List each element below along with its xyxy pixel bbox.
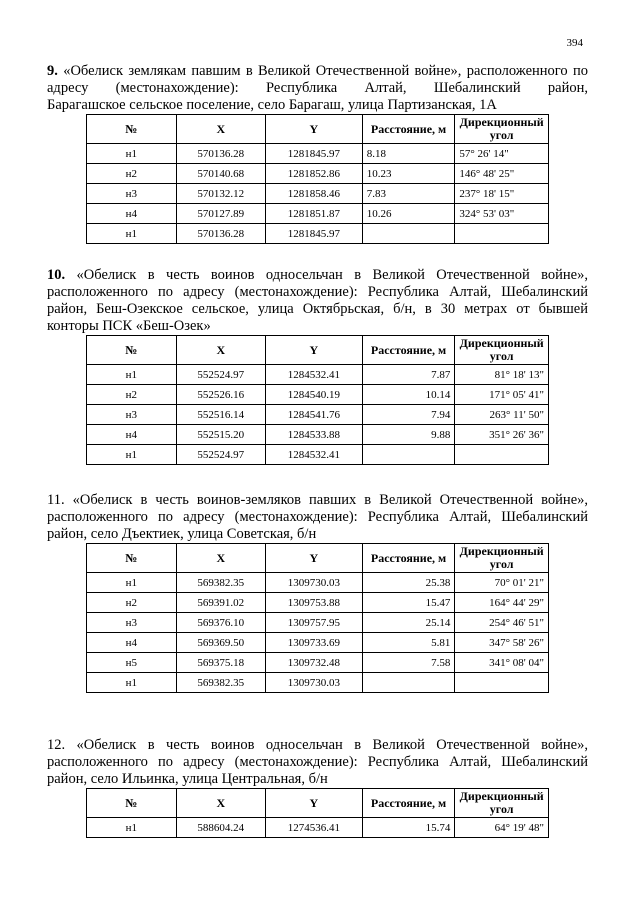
angle-value: 146° 48' 25": [455, 164, 549, 184]
angle-value: 70° 01' 21": [455, 573, 549, 593]
y-value: 1281845.97: [266, 144, 363, 164]
distance-value: 8.18: [362, 144, 455, 164]
x-value: 570140.68: [176, 164, 266, 184]
point-label: н3: [87, 184, 177, 204]
header-x: X: [176, 789, 266, 818]
header-y: Y: [266, 789, 363, 818]
section-number: 9.: [47, 63, 58, 79]
table-row: [87, 365, 549, 385]
heading-line: расположенного по адресу (местонахождение): Республика Алтай, Шебалинский: [47, 754, 588, 770]
x-value: 569382.35: [176, 573, 266, 593]
distance-value: 5.81: [362, 633, 455, 653]
table-row: [87, 445, 549, 465]
y-value: 1281845.97: [266, 224, 363, 244]
x-value: 570136.28: [176, 144, 266, 164]
y-value: 1281852.86: [266, 164, 363, 184]
angle-value: 254° 46' 51": [455, 613, 549, 633]
point-label: н1: [87, 673, 177, 693]
heading-line: район, село Ильинка, улица Центральная, б/н: [47, 771, 328, 787]
heading-line: район, село Дъектиек, улица Советская, б/н: [47, 526, 317, 542]
coordinates-table: [86, 788, 549, 838]
heading-line: 12. «Обелиск в честь воинов односельчан в Великой Отечественной войне»,: [47, 737, 588, 753]
point-label: н1: [87, 573, 177, 593]
coordinates-table: [86, 543, 549, 693]
distance-value: 15.74: [362, 818, 455, 838]
y-value: 1281858.46: [266, 184, 363, 204]
header-no: №: [87, 336, 177, 365]
y-value: 1284533.88: [266, 425, 363, 445]
header-row: [87, 336, 549, 365]
angle-value: [455, 445, 549, 465]
distance-value: 25.38: [362, 573, 455, 593]
header-x: X: [176, 544, 266, 573]
heading-line: по адресу (местонахождение): Республика Алтай, Шебалинский район,: [47, 63, 588, 96]
header-angle: Дирекционный угол: [455, 789, 549, 818]
header-x: X: [176, 115, 266, 144]
point-label: н3: [87, 405, 177, 425]
header-distance: Расстояние, м: [362, 336, 455, 365]
angle-value: 263° 11' 50": [455, 405, 549, 425]
x-value: 552526.16: [176, 385, 266, 405]
y-value: 1309757.95: [266, 613, 363, 633]
heading-line: конторы ПСК «Беш-Озек»: [47, 318, 211, 334]
heading-line: район, Беш-Озекское сельское, улица Октябрьская, б/н, в 30 метрах от бывшей: [47, 301, 588, 317]
header-row: [87, 544, 549, 573]
x-value: 570136.28: [176, 224, 266, 244]
distance-value: 10.23: [362, 164, 455, 184]
header-row: [87, 789, 549, 818]
angle-value: 57° 26' 14": [455, 144, 549, 164]
header-distance: Расстояние, м: [362, 544, 455, 573]
distance-value: 7.87: [362, 365, 455, 385]
header-angle: Дирекционный угол: [455, 544, 549, 573]
table-row: [87, 818, 549, 838]
x-value: 552524.97: [176, 365, 266, 385]
distance-value: [362, 673, 455, 693]
distance-value: 7.83: [362, 184, 455, 204]
section-number: 12.: [47, 737, 66, 753]
angle-value: 164° 44' 29": [455, 593, 549, 613]
point-label: н1: [87, 818, 177, 838]
table-row: [87, 224, 549, 244]
table-row: [87, 673, 549, 693]
x-value: 570132.12: [176, 184, 266, 204]
distance-value: [362, 445, 455, 465]
angle-value: 81° 18' 13": [455, 365, 549, 385]
table-row: [87, 204, 549, 224]
x-value: 569391.02: [176, 593, 266, 613]
x-value: 552516.14: [176, 405, 266, 425]
point-label: н1: [87, 365, 177, 385]
point-label: н2: [87, 385, 177, 405]
distance-value: 10.14: [362, 385, 455, 405]
heading-line: расположенного по адресу (местонахождение): Республика Алтай, Шебалинский: [47, 509, 588, 525]
table-row: [87, 425, 549, 445]
section-heading: [47, 492, 588, 543]
angle-value: 347° 58' 26": [455, 633, 549, 653]
distance-value: 7.94: [362, 405, 455, 425]
header-no: №: [87, 789, 177, 818]
table-row: [87, 164, 549, 184]
point-label: н3: [87, 613, 177, 633]
x-value: 569375.18: [176, 653, 266, 673]
heading-line: 10. «Обелиск в честь воинов односельчан в Великой Отечественной войне»,: [47, 267, 588, 283]
coordinates-table: [86, 335, 549, 465]
table-row: [87, 593, 549, 613]
y-value: 1274536.41: [266, 818, 363, 838]
header-distance: Расстояние, м: [362, 789, 455, 818]
heading-line: 9. «Обелиск землякам павшим в Великой Отечественной войне», расположенного: [47, 63, 568, 79]
x-value: 552515.20: [176, 425, 266, 445]
coordinates-table: [86, 114, 549, 244]
section-number: 11.: [47, 492, 65, 508]
distance-value: 25.14: [362, 613, 455, 633]
table-row: [87, 613, 549, 633]
table-row: [87, 573, 549, 593]
x-value: 569369.50: [176, 633, 266, 653]
section-number: 10.: [47, 267, 66, 283]
point-label: н5: [87, 653, 177, 673]
header-y: Y: [266, 336, 363, 365]
point-label: н2: [87, 164, 177, 184]
angle-value: 64° 19' 48": [455, 818, 549, 838]
table-row: [87, 653, 549, 673]
heading-line: 11. «Обелиск в честь воинов-земляков павших в Великой Отечественной войне»,: [47, 492, 588, 508]
header-angle: Дирекционный угол: [455, 115, 549, 144]
heading-line: Барагашское сельское поселение, село Барагаш, улица Партизанская, 1А: [47, 97, 497, 113]
point-label: н1: [87, 445, 177, 465]
header-no: №: [87, 115, 177, 144]
point-label: н1: [87, 224, 177, 244]
angle-value: 171° 05' 41": [455, 385, 549, 405]
distance-value: [362, 224, 455, 244]
section-heading: [47, 63, 588, 114]
section-heading: [47, 267, 588, 335]
x-value: 570127.89: [176, 204, 266, 224]
section-heading: [47, 737, 588, 788]
angle-value: [455, 673, 549, 693]
header-y: Y: [266, 544, 363, 573]
table-row: [87, 144, 549, 164]
point-label: н1: [87, 144, 177, 164]
angle-value: 351° 26' 36": [455, 425, 549, 445]
header-angle: Дирекционный угол: [455, 336, 549, 365]
distance-value: 15.47: [362, 593, 455, 613]
distance-value: 7.58: [362, 653, 455, 673]
x-value: 569376.10: [176, 613, 266, 633]
y-value: 1309753.88: [266, 593, 363, 613]
section-12: [47, 737, 588, 838]
y-value: 1284532.41: [266, 445, 363, 465]
point-label: н4: [87, 633, 177, 653]
angle-value: 341° 08' 04": [455, 653, 549, 673]
x-value: 569382.35: [176, 673, 266, 693]
y-value: 1309733.69: [266, 633, 363, 653]
page-number: 394: [566, 37, 583, 49]
angle-value: [455, 224, 549, 244]
heading-line: расположенного по адресу (местонахождение): Республика Алтай, Шебалинский: [47, 284, 588, 300]
header-x: X: [176, 336, 266, 365]
x-value: 552524.97: [176, 445, 266, 465]
angle-value: 324° 53' 03": [455, 204, 549, 224]
y-value: 1309732.48: [266, 653, 363, 673]
table-row: [87, 405, 549, 425]
y-value: 1284540.19: [266, 385, 363, 405]
header-row: [87, 115, 549, 144]
table-row: [87, 184, 549, 204]
y-value: 1309730.03: [266, 573, 363, 593]
table-row: [87, 633, 549, 653]
table-row: [87, 385, 549, 405]
point-label: н4: [87, 425, 177, 445]
header-y: Y: [266, 115, 363, 144]
y-value: 1284541.76: [266, 405, 363, 425]
point-label: н4: [87, 204, 177, 224]
section-9: [47, 63, 588, 244]
y-value: 1284532.41: [266, 365, 363, 385]
distance-value: 9.88: [362, 425, 455, 445]
header-no: №: [87, 544, 177, 573]
distance-value: 10.26: [362, 204, 455, 224]
section-11: [47, 492, 588, 693]
section-10: [47, 267, 588, 465]
y-value: 1309730.03: [266, 673, 363, 693]
header-distance: Расстояние, м: [362, 115, 455, 144]
angle-value: 237° 18' 15": [455, 184, 549, 204]
x-value: 588604.24: [176, 818, 266, 838]
y-value: 1281851.87: [266, 204, 363, 224]
point-label: н2: [87, 593, 177, 613]
